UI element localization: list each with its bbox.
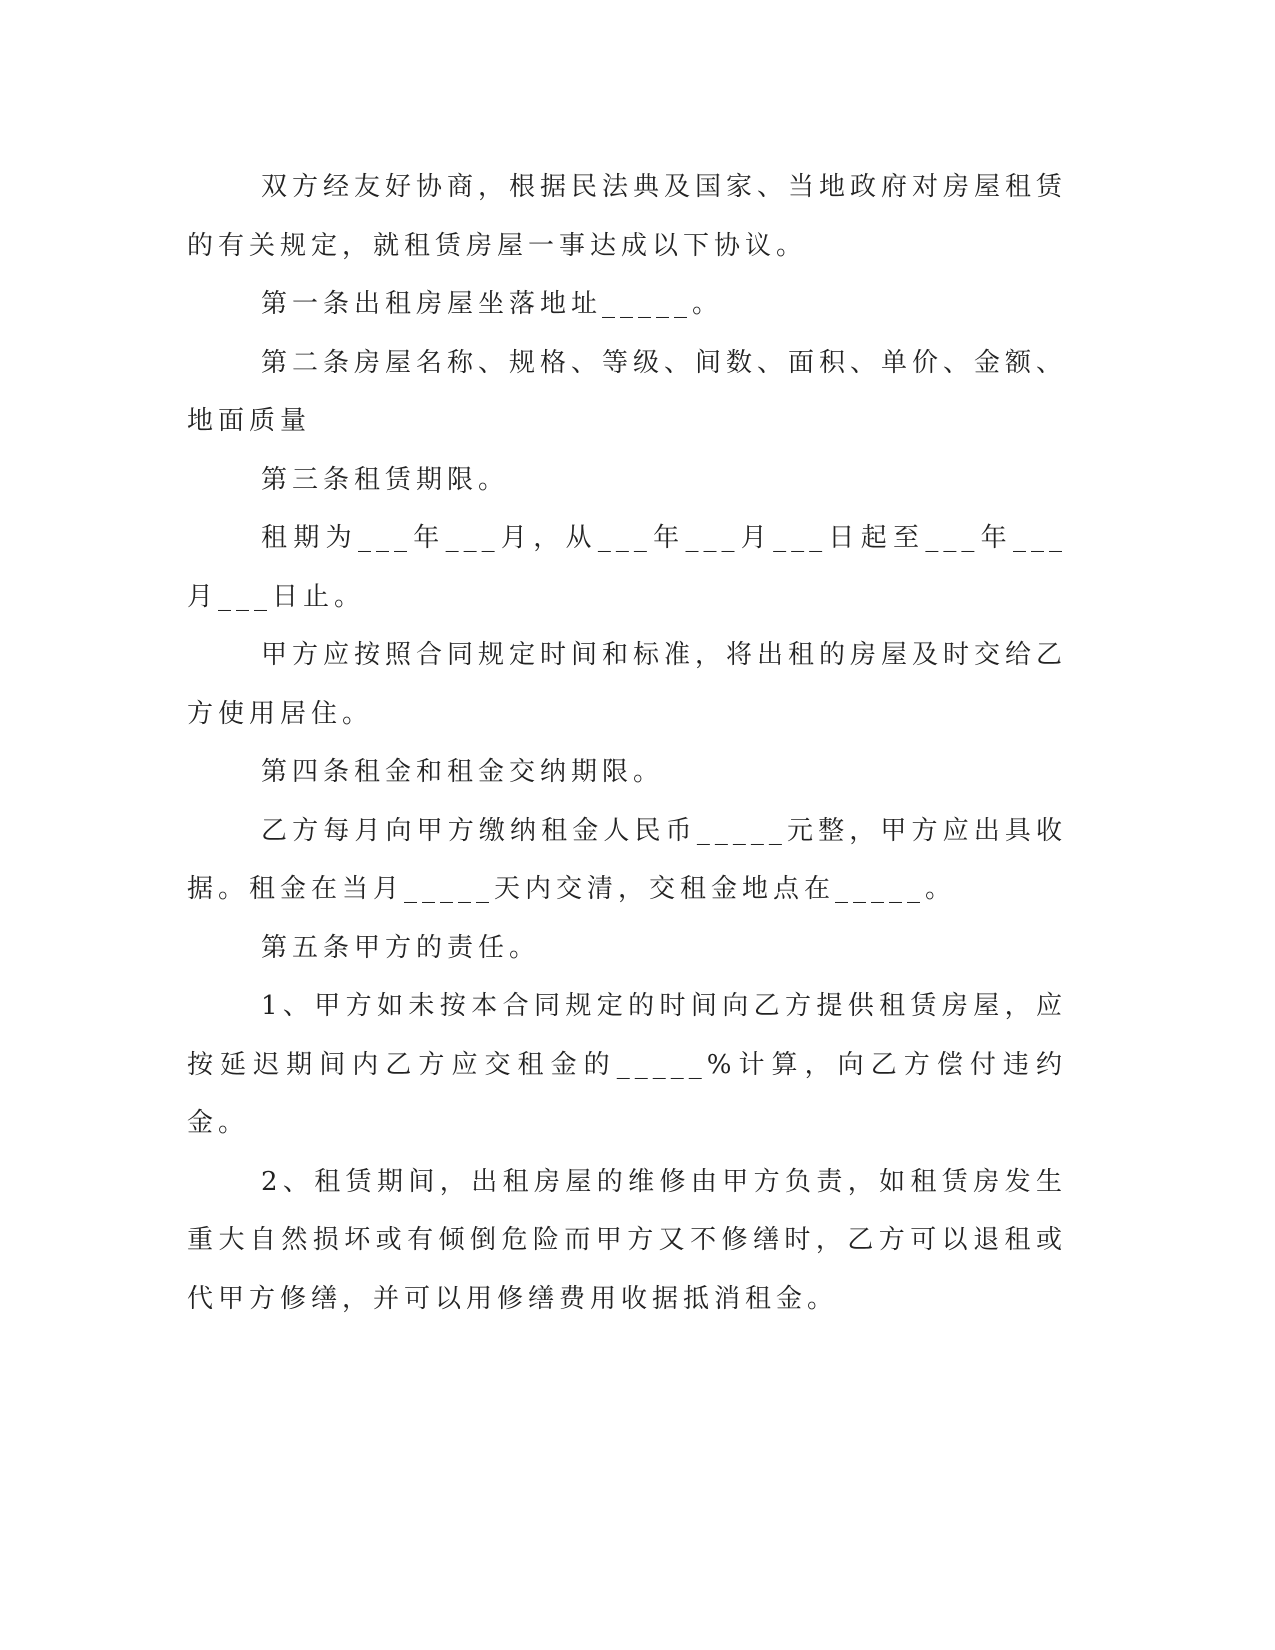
paragraph-preamble: 双方经友好协商，根据民法典及国家、当地政府对房屋租赁的有关规定，就租赁房屋一事达成以下协议。 xyxy=(187,172,1068,261)
paragraph-article-2: 第二条房屋名称、规格、等级、间数、面积、单价、金额、地面质量 xyxy=(187,347,1068,436)
paragraph-rent-payment: 乙方每月向甲方缴纳租金人民币_____元整，甲方应出具收据。租金在当月_____天内交清，交租金地点在_____。 xyxy=(187,815,1067,904)
paragraph-article-5: 第五条甲方的责任。 xyxy=(261,932,541,963)
paragraph-article-1: 第一条出租房屋坐落地址_____。 xyxy=(261,289,724,319)
paragraph-clause-2: 2、租赁期间，出租房屋的维修由甲方负责，如租赁房发生重大自然损坏或有倾倒危险而甲方又不修缮时，乙方可以退租或代甲方修缮，并可以用修缮费用收据抵消租金。 xyxy=(187,1166,1067,1314)
paragraph-article-4: 第四条租金和租金交纳期限。 xyxy=(261,757,665,787)
document-body xyxy=(187,158,1067,1328)
paragraph-clause-1: 1、甲方如未按本合同规定的时间向乙方提供租赁房屋，应按延迟期间内乙方应交租金的_____%计算，向乙方偿付违约金。 xyxy=(187,991,1067,1138)
paragraph-lease-term: 租期为___年___月，从___年___月___日起至___年___月___日止。 xyxy=(187,523,1067,612)
paragraph-article-3: 第三条租赁期限。 xyxy=(261,464,510,495)
paragraph-delivery: 甲方应按照合同规定时间和标准，将出租的房屋及时交给乙方使用居住。 xyxy=(187,640,1068,729)
